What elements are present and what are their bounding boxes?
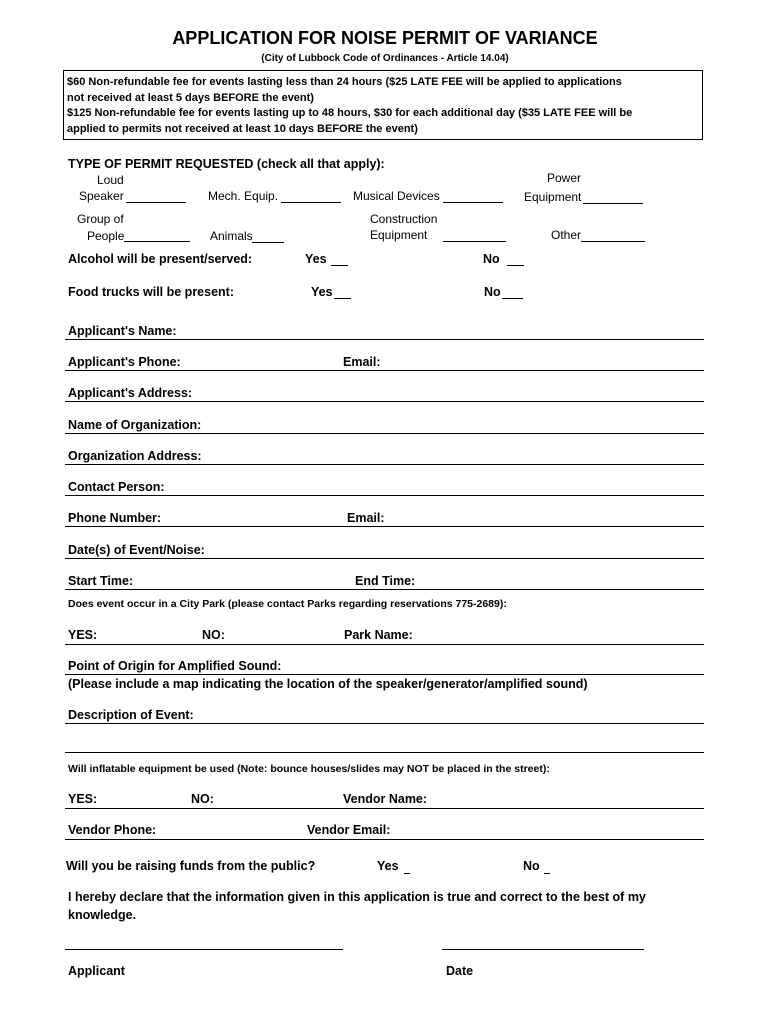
date-signature-line[interactable] <box>442 949 644 950</box>
origin-note: (Please include a map indicating the location of the speaker/generator/amplified sound) <box>68 677 588 691</box>
org-address-field[interactable] <box>65 464 704 465</box>
applicant-signature-label: Applicant <box>68 964 125 978</box>
contact-email-label: Email: <box>347 511 385 525</box>
other-label: Other <box>551 228 582 242</box>
vendor-name-field[interactable] <box>65 808 704 809</box>
fee-line: not received at least 5 days BEFORE the event) <box>67 91 314 104</box>
group-people-label-1: Group of <box>77 212 124 226</box>
inflatable-question: Will inflatable equipment be used (Note: bounce houses/slides may NOT be placed in the street): <box>68 763 550 775</box>
park-name-label: Park Name: <box>344 628 413 642</box>
alcohol-label: Alcohol will be present/served: <box>68 252 253 266</box>
vendor-contact-field[interactable] <box>65 839 704 840</box>
inflatable-no-label: NO: <box>191 792 214 806</box>
group-people-label-2: People <box>87 229 125 243</box>
event-dates-field[interactable] <box>65 558 704 559</box>
park-no-label: NO: <box>202 628 225 642</box>
food-yes-checkbox[interactable] <box>334 286 351 299</box>
end-time-label: End Time: <box>355 574 416 588</box>
origin-field[interactable] <box>65 674 704 675</box>
food-no-label: No <box>484 285 501 299</box>
construction-equipment-checkbox[interactable] <box>443 229 506 242</box>
alcohol-yes-checkbox[interactable] <box>331 253 348 266</box>
loud-speaker-label-2: Speaker <box>79 189 124 203</box>
city-park-question: Does event occur in a City Park (please contact Parks regarding reservations 775-2689): <box>68 598 507 610</box>
power-equipment-label-1: Power <box>547 171 582 185</box>
declaration-line-1: I hereby declare that the information given in this application is true and correct to the best of my <box>68 890 646 904</box>
org-name-field[interactable] <box>65 433 704 434</box>
other-checkbox[interactable] <box>581 229 645 242</box>
animals-checkbox[interactable] <box>252 230 284 243</box>
alcohol-no-label: No <box>483 252 500 266</box>
start-time-label: Start Time: <box>68 574 134 588</box>
construction-equipment-label-1: Construction <box>370 212 438 226</box>
park-field[interactable] <box>65 644 704 645</box>
musical-devices-checkbox[interactable] <box>443 190 503 203</box>
org-address-label: Organization Address: <box>68 449 202 463</box>
applicant-phone-email-field[interactable] <box>65 370 704 371</box>
group-people-checkbox[interactable] <box>124 229 190 242</box>
mech-equip-label: Mech. Equip. <box>208 189 279 203</box>
description-field-1[interactable] <box>65 723 704 724</box>
funds-yes-checkbox[interactable] <box>404 861 410 874</box>
applicant-signature-line[interactable] <box>65 949 343 950</box>
food-trucks-label: Food trucks will be present: <box>68 285 234 299</box>
page-subtitle: (City of Lubbock Code of Ordinances - Article 14.04) <box>261 53 509 64</box>
funds-yes-label: Yes <box>377 859 399 873</box>
loud-speaker-checkbox[interactable] <box>126 190 186 203</box>
page-title: APPLICATION FOR NOISE PERMIT OF VARIANCE <box>172 28 598 48</box>
applicant-address-field[interactable] <box>65 401 704 402</box>
alcohol-yes-label: Yes <box>305 252 327 266</box>
org-name-label: Name of Organization: <box>68 418 202 432</box>
applicant-name-label: Applicant's Name: <box>68 324 177 338</box>
funds-no-label: No <box>523 859 540 873</box>
alcohol-no-checkbox[interactable] <box>507 253 524 266</box>
description-label: Description of Event: <box>68 708 194 722</box>
fee-line: $60 Non-refundable fee for events lasting less than 24 hours ($25 LATE FEE will be applied to applications <box>67 76 622 88</box>
applicant-address-label: Applicant's Address: <box>68 386 193 400</box>
contact-phone-email-field[interactable] <box>65 526 704 527</box>
mech-equip-checkbox[interactable] <box>281 190 341 203</box>
applicant-phone-label: Applicant's Phone: <box>68 355 181 369</box>
funds-question: Will you be raising funds from the public? <box>66 859 316 873</box>
fee-notice <box>63 70 703 140</box>
origin-label: Point of Origin for Amplified Sound: <box>68 659 282 673</box>
vendor-phone-label: Vendor Phone: <box>68 823 157 837</box>
contact-person-field[interactable] <box>65 495 704 496</box>
declaration-line-2: knowledge. <box>68 908 137 922</box>
event-dates-label: Date(s) of Event/Noise: <box>68 543 205 557</box>
permit-type-heading: TYPE OF PERMIT REQUESTED (check all that apply): <box>68 157 385 171</box>
food-no-checkbox[interactable] <box>502 286 523 299</box>
phone-number-label: Phone Number: <box>68 511 162 525</box>
power-equipment-checkbox[interactable] <box>583 191 643 204</box>
construction-equipment-label-2: Equipment <box>370 228 428 242</box>
applicant-name-field[interactable] <box>65 339 704 340</box>
vendor-name-label: Vendor Name: <box>343 792 428 806</box>
power-equipment-label-2: Equipment <box>524 190 582 204</box>
contact-person-label: Contact Person: <box>68 480 165 494</box>
park-yes-label: YES: <box>68 628 98 642</box>
loud-speaker-label-1: Loud <box>97 173 124 187</box>
date-label: Date <box>446 964 474 978</box>
fee-line: $125 Non-refundable fee for events lasting up to 48 hours, $30 for each additional day ($35 LATE FEE will be <box>67 107 633 119</box>
inflatable-yes-label: YES: <box>68 792 98 806</box>
description-field-2[interactable] <box>65 752 704 753</box>
applicant-email-label: Email: <box>343 355 381 369</box>
food-yes-label: Yes <box>311 285 333 299</box>
fee-line: applied to permits not received at least 10 days BEFORE the event) <box>67 122 418 135</box>
musical-devices-label: Musical Devices <box>353 189 440 203</box>
funds-no-checkbox[interactable] <box>544 861 550 874</box>
vendor-email-label: Vendor Email: <box>307 823 391 837</box>
animals-label: Animals <box>210 229 253 243</box>
time-field[interactable] <box>65 589 704 590</box>
